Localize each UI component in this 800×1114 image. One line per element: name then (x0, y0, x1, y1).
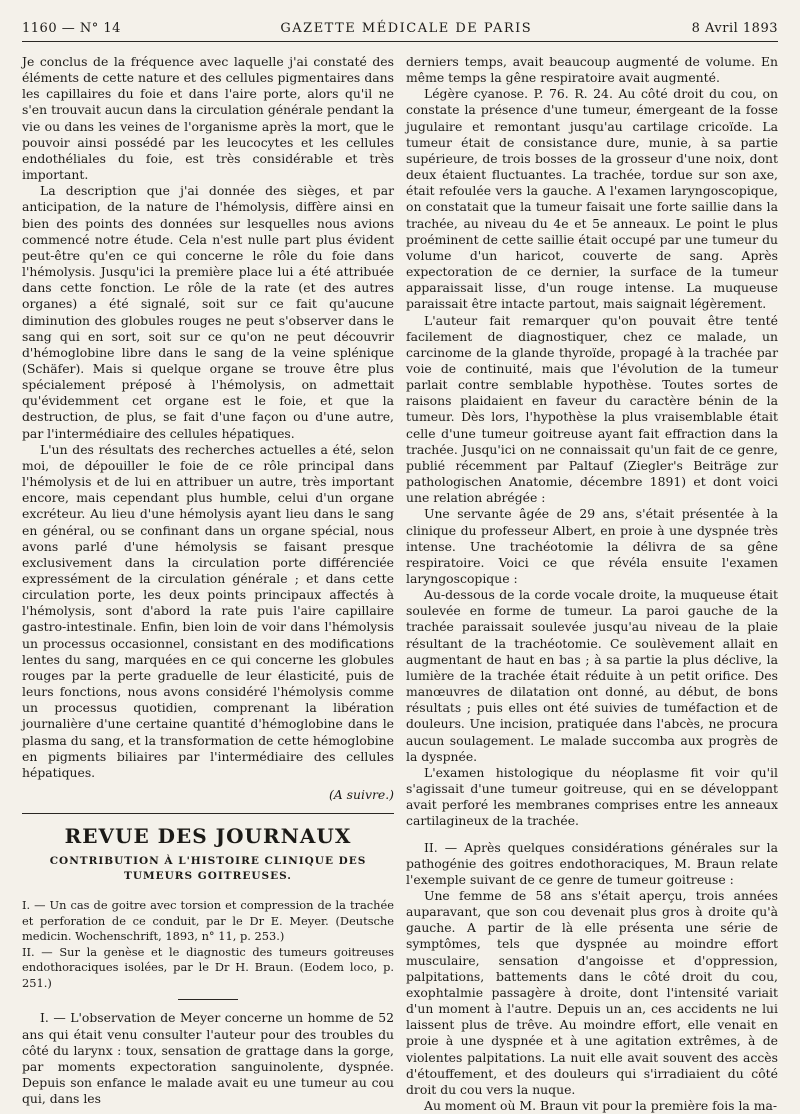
reference-1: I. — Un cas de goitre avec torsion et compression de la trachée et perforation de ce conduit, par le Dr E. Meyer. (Deutsche medicin. Wochenschrift, 1893, n° 11, p. 253.) (22, 898, 394, 944)
paragraph: Légère cyanose. P. 76. R. 24. Au côté droit du cou, on constate la présence d'une tumeur, émergeant de la fosse jugulaire et remontant jusqu'au cartilage cricoïde. La tumeur était de consistance dure, munie, à sa partie supérieure, de trois bosses de la grosseur d'une noix, dont deux étaient fluctuantes. La trachée, tordue sur son axe, était refoulée vers la gauche. A l'examen laryngoscopique, on constatait que la tumeur faisait une forte saillie dans la trachée, au niveau du 4e et 5e anneaux. Le point le plus proéminent de cette saillie était occupé par une tumeur du volume d'un haricot, couverte de sang. Après expectoration de ce dernier, la surface de la tumeur apparaissait lisse, d'un rouge intense. La muqueuse paraissait être intacte partout, mais saignait légèrement. (406, 86, 778, 312)
section-subtitle: CONTRIBUTION À L'HISTOIRE CLINIQUE DES TUMEURS GOITREUSES. (49, 855, 367, 883)
reference-2: II. — Sur la genèse et le diagnostic des tumeurs goitreuses endothoraciques isolées, par le Dr H. Braun. (Eodem loco, p. 251.) (22, 944, 394, 990)
paragraph: La description que j'ai donnée des sièges, et par anticipation, de la nature de l'hémolysis, diffère ainsi en bien des points des données sur lesquelles nous avions commencé notre étude. Cela n'est nulle part plus évident peut-être qu'en ce qui concerne le rôle du foie dans l'hémolysis. Jusqu'ici la première place lui a été attribuée dans cette fonction. Le rôle de la rate (et des autres organes) a été signalé, soit sur ce fait qu'aucune diminution des globules rouges ne peut s'observer dans le sang qui en sort, soit sur ce qu'on ne peut découvrir d'hémoglobine libre dans le sang de la veine splénique (Schäfer). Mais si quelque organe se trouve être plus spécialement préposé à l'hémolysis, on admettait qu'évidemment cet organe est le foie, et que la destruction, de plus, se fait d'une façon ou d'une autre, par l'intermédiaire des cellules hépatiques. (22, 183, 394, 441)
paragraph: Au moment où M. Braun vit pour la première fois la ma- (424, 1098, 778, 1113)
paragraph: L'un des résultats des recherches actuelles a été, selon moi, de dépouiller le foie de ce rôle principal dans l'hémolysis et de lui en attribuer un autre, très important encore, mais cependant plus humble, celui d'un organe excréteur. Au lieu d'une hémolysis ayant lieu dans le sang en général, ou se confinant dans un organe spécial, nous avons parlé d'une hémolysis se faisant presque exclusivement dans la circulation porte différenciée expressément de la circulation générale ; et dans cette circulation porte, les deux points principaux affectés à l'hémolysis, sont d'abord la rate puis l'aire capillaire gastro-intestinale. Enfin, bien loin de voir dans l'hémolysis un processus occasionnel, consistant en des modifications lentes du sang, marquées en ce qui concerne les globules rouges par la perte graduelle de leur élasticité, puis de leurs fonctions, nous avons considéré l'hémolysis comme un processus quotidien, comprenant la libération journalière d'une certaine quantité d'hémoglobine dans le plasma du sang, et la transformation de cette hémoglobine en pigments biliaires par l'intermédiaire des cellules hépatiques. (22, 441, 394, 780)
section-title: REVUE DES JOURNAUX (64, 824, 352, 849)
right-column (406, 54, 778, 1114)
page-issue-number: 1160 — N° 14 (22, 21, 121, 36)
to-be-continued: (A suivre.) (328, 787, 394, 803)
section-divider (22, 813, 394, 814)
paragraph: Une femme de 58 ans s'était aperçu, trois années auparavant, que son cou devenait plus gros à droite qu'à gauche. A partir de là elle présenta une série de symptômes, tels que dyspnée au moindre effort musculaire, sensation d'angoisse et d'oppression, palpitations, battements dans le côté droit du cou, exophtalmie passagère à droite, dont l'intensité variait d'un moment à l'autre. Depuis un an, ces accidents ne lui laissent plus de trêve. Au moindre effort, elle venait en proie à une dyspnée et à une agitation extrêmes, à de violentes palpitations. La nuit elle avait souvent des accès d'étouffement, et des douleurs qui s'irradiaient du côté droit du cou vers la nuque. (406, 887, 778, 1097)
paragraph: derniers temps, avait beaucoup augmenté de volume. En même temps la gêne respiratoire avait augmenté. (406, 54, 778, 86)
paragraph: L'auteur fait remarquer qu'on pouvait être tenté facilement de diagnostiquer, chez ce malade, un carcinome de la glande thyroïde, propagé à la trachée par voie de continuité, mais que l'évolution de la tumeur parlait contre semblable hypothèse. Toutes sortes de raisons plaidaient en faveur du caractère bénin de la tumeur. Dès lors, l'hypothèse la plus vraisemblable était celle d'une tumeur goitreuse ayant fait effraction dans la trachée. Jusqu'ici on ne connaissait qu'un fait de ce genre, publié récemment par Paltauf (Ziegler's Beiträge zur pathologischen Anatomie, décembre 1891) et dont voici une relation abrégée : (406, 312, 778, 506)
paragraph: II. — Après quelques considérations générales sur la pathogénie des goitres endothoraciques, M. Braun relate l'exemple suivant de ce genre de tumeur goitreuse : (406, 839, 778, 887)
header-rule (22, 41, 778, 42)
paragraph: Je conclus de la fréquence avec laquelle j'ai constaté des éléments de cette nature et des cellules pigmentaires dans les capillaires du foie et dans l'aire porte, alors qu'il ne s'en trouvait aucun dans la circulation générale pendant la vie ou dans les veines de l'organisme après la mort, que le pouvoir ainsi possédé par les leucocytes et les cellules endothéliales du foie, est très considérable et très important. (22, 54, 394, 183)
paragraph: L'examen histologique du néoplasme fit voir qu'il s'agissait d'une tumeur goitreuse, qui en se développant avait perforé les membranes comprises entre les anneaux cartilagineux de la trachée. (406, 764, 778, 829)
issue-date: 8 Avril 1893 (691, 21, 778, 36)
short-divider (178, 999, 238, 1000)
journal-title: GAZETTE MÉDICALE DE PARIS (280, 21, 533, 36)
left-column (22, 54, 394, 1107)
running-header (22, 16, 778, 36)
paragraph: Au-dessous de la corde vocale droite, la muqueuse était soulevée en forme de tumeur. La paroi gauche de la trachée paraissait soulevée jusqu'au niveau de la plaie résultant de la trachéotomie. Ce soulèvement allait en augmentant de haut en bas ; à sa partie la plus déclive, la lumière de la trachée était réduite à un petit orifice. Des manœuvres de dilatation ont donné, au début, de bons résultats ; puis elles ont été suivies de tuméfaction et de douleurs. Une incision, pratiquée dans l'abcès, ne procura aucun soulagement. Le malade succomba aux progrès de la dyspnée. (406, 587, 778, 764)
paragraph: I. — L'observation de Meyer concerne un homme de 52 ans qui était venu consulter l'auteur pour des troubles du côté du larynx : toux, sensation de grattage dans la gorge, par moments expectoration sanguinolente, dyspnée. Depuis son enfance le malade avait eu une tumeur au cou qui, dans les (22, 1010, 394, 1107)
paragraph: Une servante âgée de 29 ans, s'était présentée à la clinique du professeur Albert, en proie à une dyspnée très intense. Une trachéotomie la délivra de sa gêne respiratoire. Voici ce que révéla ensuite l'examen laryngoscopique : (406, 506, 778, 586)
